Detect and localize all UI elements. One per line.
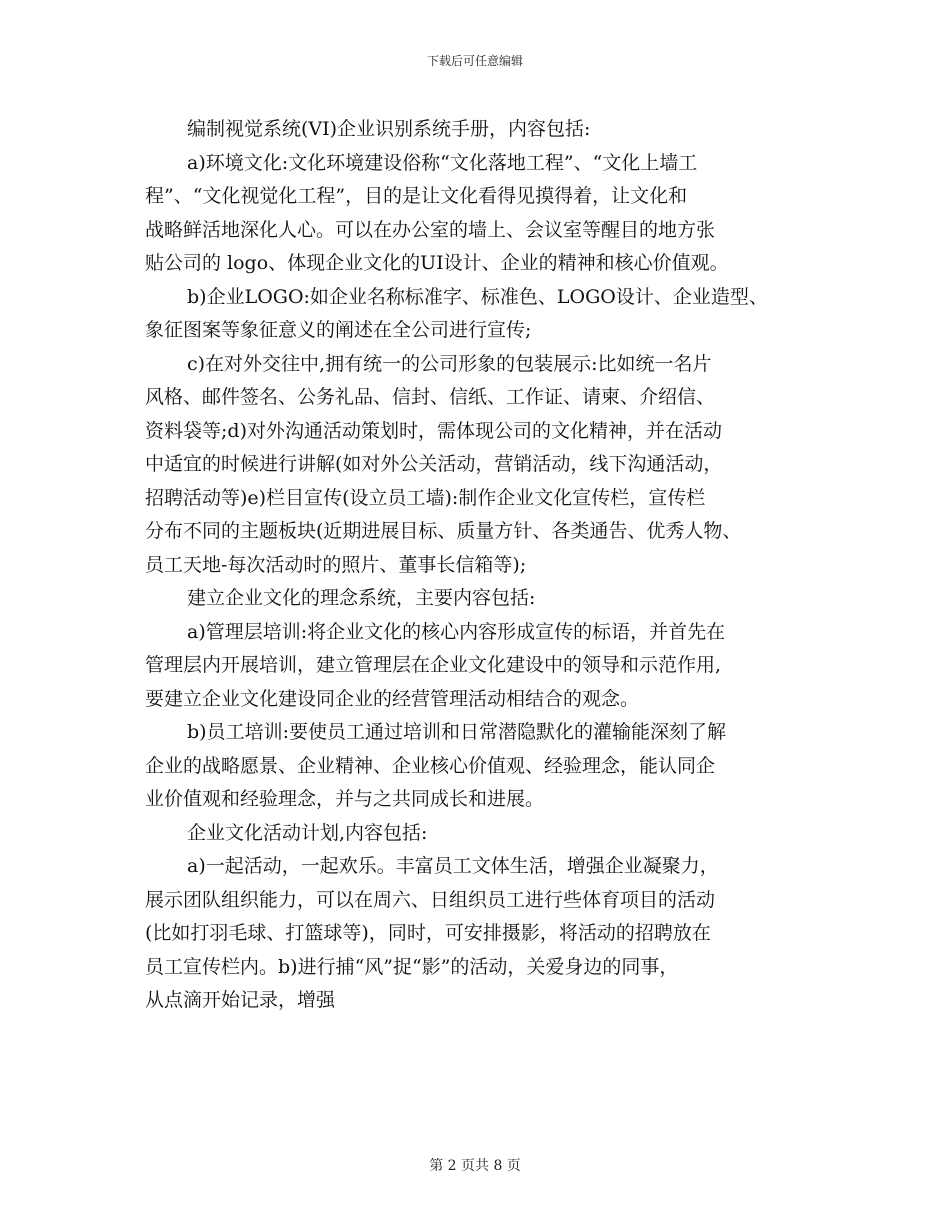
text-line: 分布不同的主题板块(近期进展目标、质量方针、各类通告、优秀人物、 xyxy=(145,520,742,542)
text-line: a)管理层培训:将企业文化的核心内容形成宣传的标语，并首先在 xyxy=(187,620,726,643)
text-line: 编制视觉系统(VI)企业识别系统手册，内容包括: xyxy=(187,118,591,140)
text-line: 战略鲜活地深化人心。可以在办公室的墙上、会议室等醒目的地方张 xyxy=(145,218,716,241)
text-line: 企业的战略愿景、企业精神、企业核心价值观、经验理念，能认同企 xyxy=(145,754,716,777)
text-line: a)环境文化:文化环境建设俗称“文化落地工程”、“文化上墙工 xyxy=(187,151,698,174)
text-line: c)在对外交往中,拥有统一的公司形象的包装展示:比如统一名片 xyxy=(187,352,712,375)
text-line: 要建立企业文化建设同企业的经营管理活动相结合的观念。 xyxy=(145,687,640,710)
document-body xyxy=(145,113,825,1018)
text-line: 资料袋等;d)对外沟通活动策划时，需体现公司的文化精神，并在活动 xyxy=(145,419,722,442)
text-line: b)企业LOGO:如企业名称标准字、标准色、LOGO设计、企业造型、 xyxy=(187,285,768,308)
text-line: 业价值观和经验理念，并与之共同成长和进展。 xyxy=(145,788,545,810)
text-line: 从点滴开始记录，增强 xyxy=(145,989,336,1011)
text-line: 建立企业文化的理念系统，主要内容包括: xyxy=(187,587,536,609)
text-line: 象征图案等象征意义的阐述在全公司进行宣传; xyxy=(145,319,532,341)
text-line: 贴公司的 logo、体现企业文化的UI设计、企业的精神和核心价值观。 xyxy=(145,252,729,274)
text-line: 程”、“文化视觉化工程”，目的是让文化看得见摸得着，让文化和 xyxy=(145,185,688,207)
text-line: (比如打羽毛球、打篮球等)，同时，可安排摄影，将活动的招聘放在 xyxy=(145,922,711,944)
text-line: a)一起活动，一起欢乐。丰富员工文体生活，增强企业凝聚力， xyxy=(187,855,719,877)
page-header: 下载后可任意编辑 xyxy=(426,54,523,68)
page-number: 第 2 页共 8 页 xyxy=(429,1158,521,1174)
text-line: 企业文化活动计划,内容包括: xyxy=(187,821,428,844)
text-line: 员工宣传栏内。b)进行捕“风”捉“影”的活动，关爱身边的同事， xyxy=(145,955,679,978)
text-line: 招聘活动等)e)栏目宣传(设立员工墙):制作企业文化宣传栏，宣传栏 xyxy=(145,486,706,509)
text-line: b)员工培训:要使员工通过培训和日常潜隐默化的灌输能深刻了解 xyxy=(187,721,726,743)
text-line: 展示团队组织能力，可以在周六、日组织员工进行些体育项目的活动 xyxy=(145,888,716,911)
text-line: 员工天地-每次活动时的照片、董事长信箱等); xyxy=(145,553,527,576)
text-line: 管理层内开展培训，建立管理层在企业文化建设中的领导和示范作用, xyxy=(145,654,722,676)
text-line: 风格、邮件签名、公务礼品、信封、信纸、工作证、请柬、介绍信、 xyxy=(145,386,716,408)
text-line: 中适宜的时候进行讲解(如对外公关活动，营销活动，线下沟通活动， xyxy=(145,453,723,475)
